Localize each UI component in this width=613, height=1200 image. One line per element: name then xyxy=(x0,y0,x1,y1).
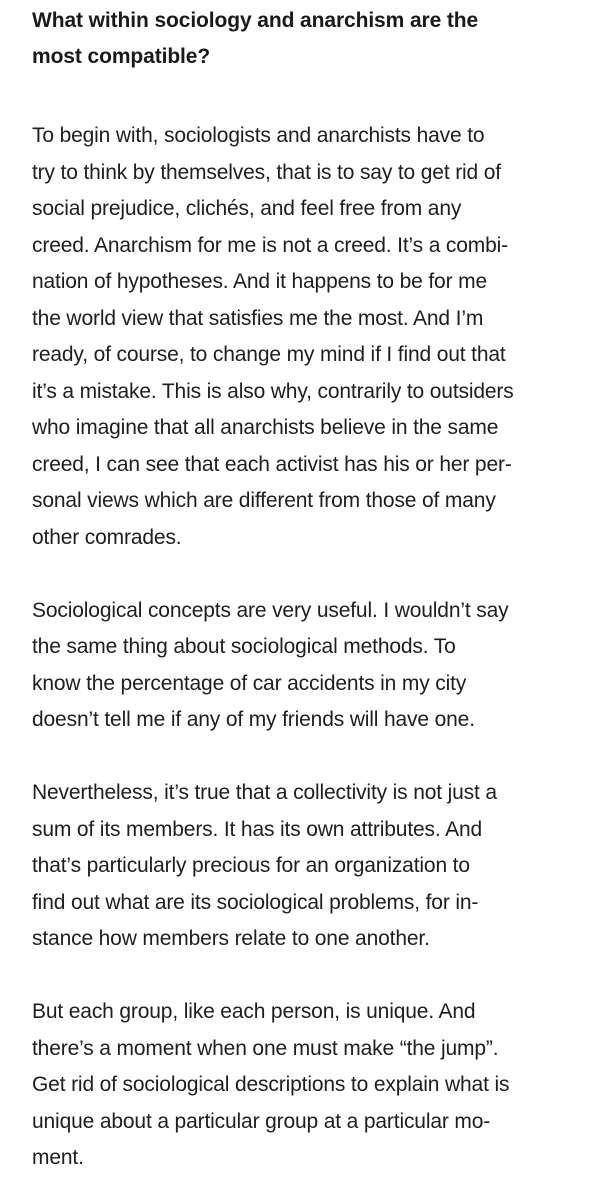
answer-paragraph-1: To begin with, sociologists and anarchists have to try to think by themselves, that is to say to get rid of social prejudice, clichés, and feel free from any creed. Anarchism for me is not a creed. It’s a combi- nation of hypotheses. And it happens to be for me the world view that satisfies me the most. And I’m ready, of course, to change my mind if I find out that it’s a mistake. This is also why, contrarily to outsiders who imagine that all anarchists believe in the same creed, I can see that each activist has his or her per- sonal views which are different from those of many other comrades. xyxy=(32,124,514,549)
spacer xyxy=(32,739,585,776)
spacer xyxy=(32,75,585,118)
spacer xyxy=(32,958,585,995)
spacer xyxy=(32,556,585,593)
question-heading: What within sociology and anarchism are the most compatible? xyxy=(32,9,479,68)
answer-paragraph-4: But each group, like each person, is unique. And there’s a moment when one must make “the jump”. Get rid of sociological descriptions to explain what is unique about a particular group at a particular mo- ment. xyxy=(32,1000,510,1169)
answer-paragraph-2: Sociological concepts are very useful. I wouldn’t say the same thing about sociological methods. To know the percentage of car accidents in my city doesn’t tell me if any of my friends will have one. xyxy=(32,598,509,731)
answer-paragraph-3: Nevertheless, it’s true that a collectivity is not just a sum of its members. It has its own attributes. And that’s particularly precious for an organization to find out what are its sociological problems, for in- stance how members relate to one another. xyxy=(32,781,497,950)
